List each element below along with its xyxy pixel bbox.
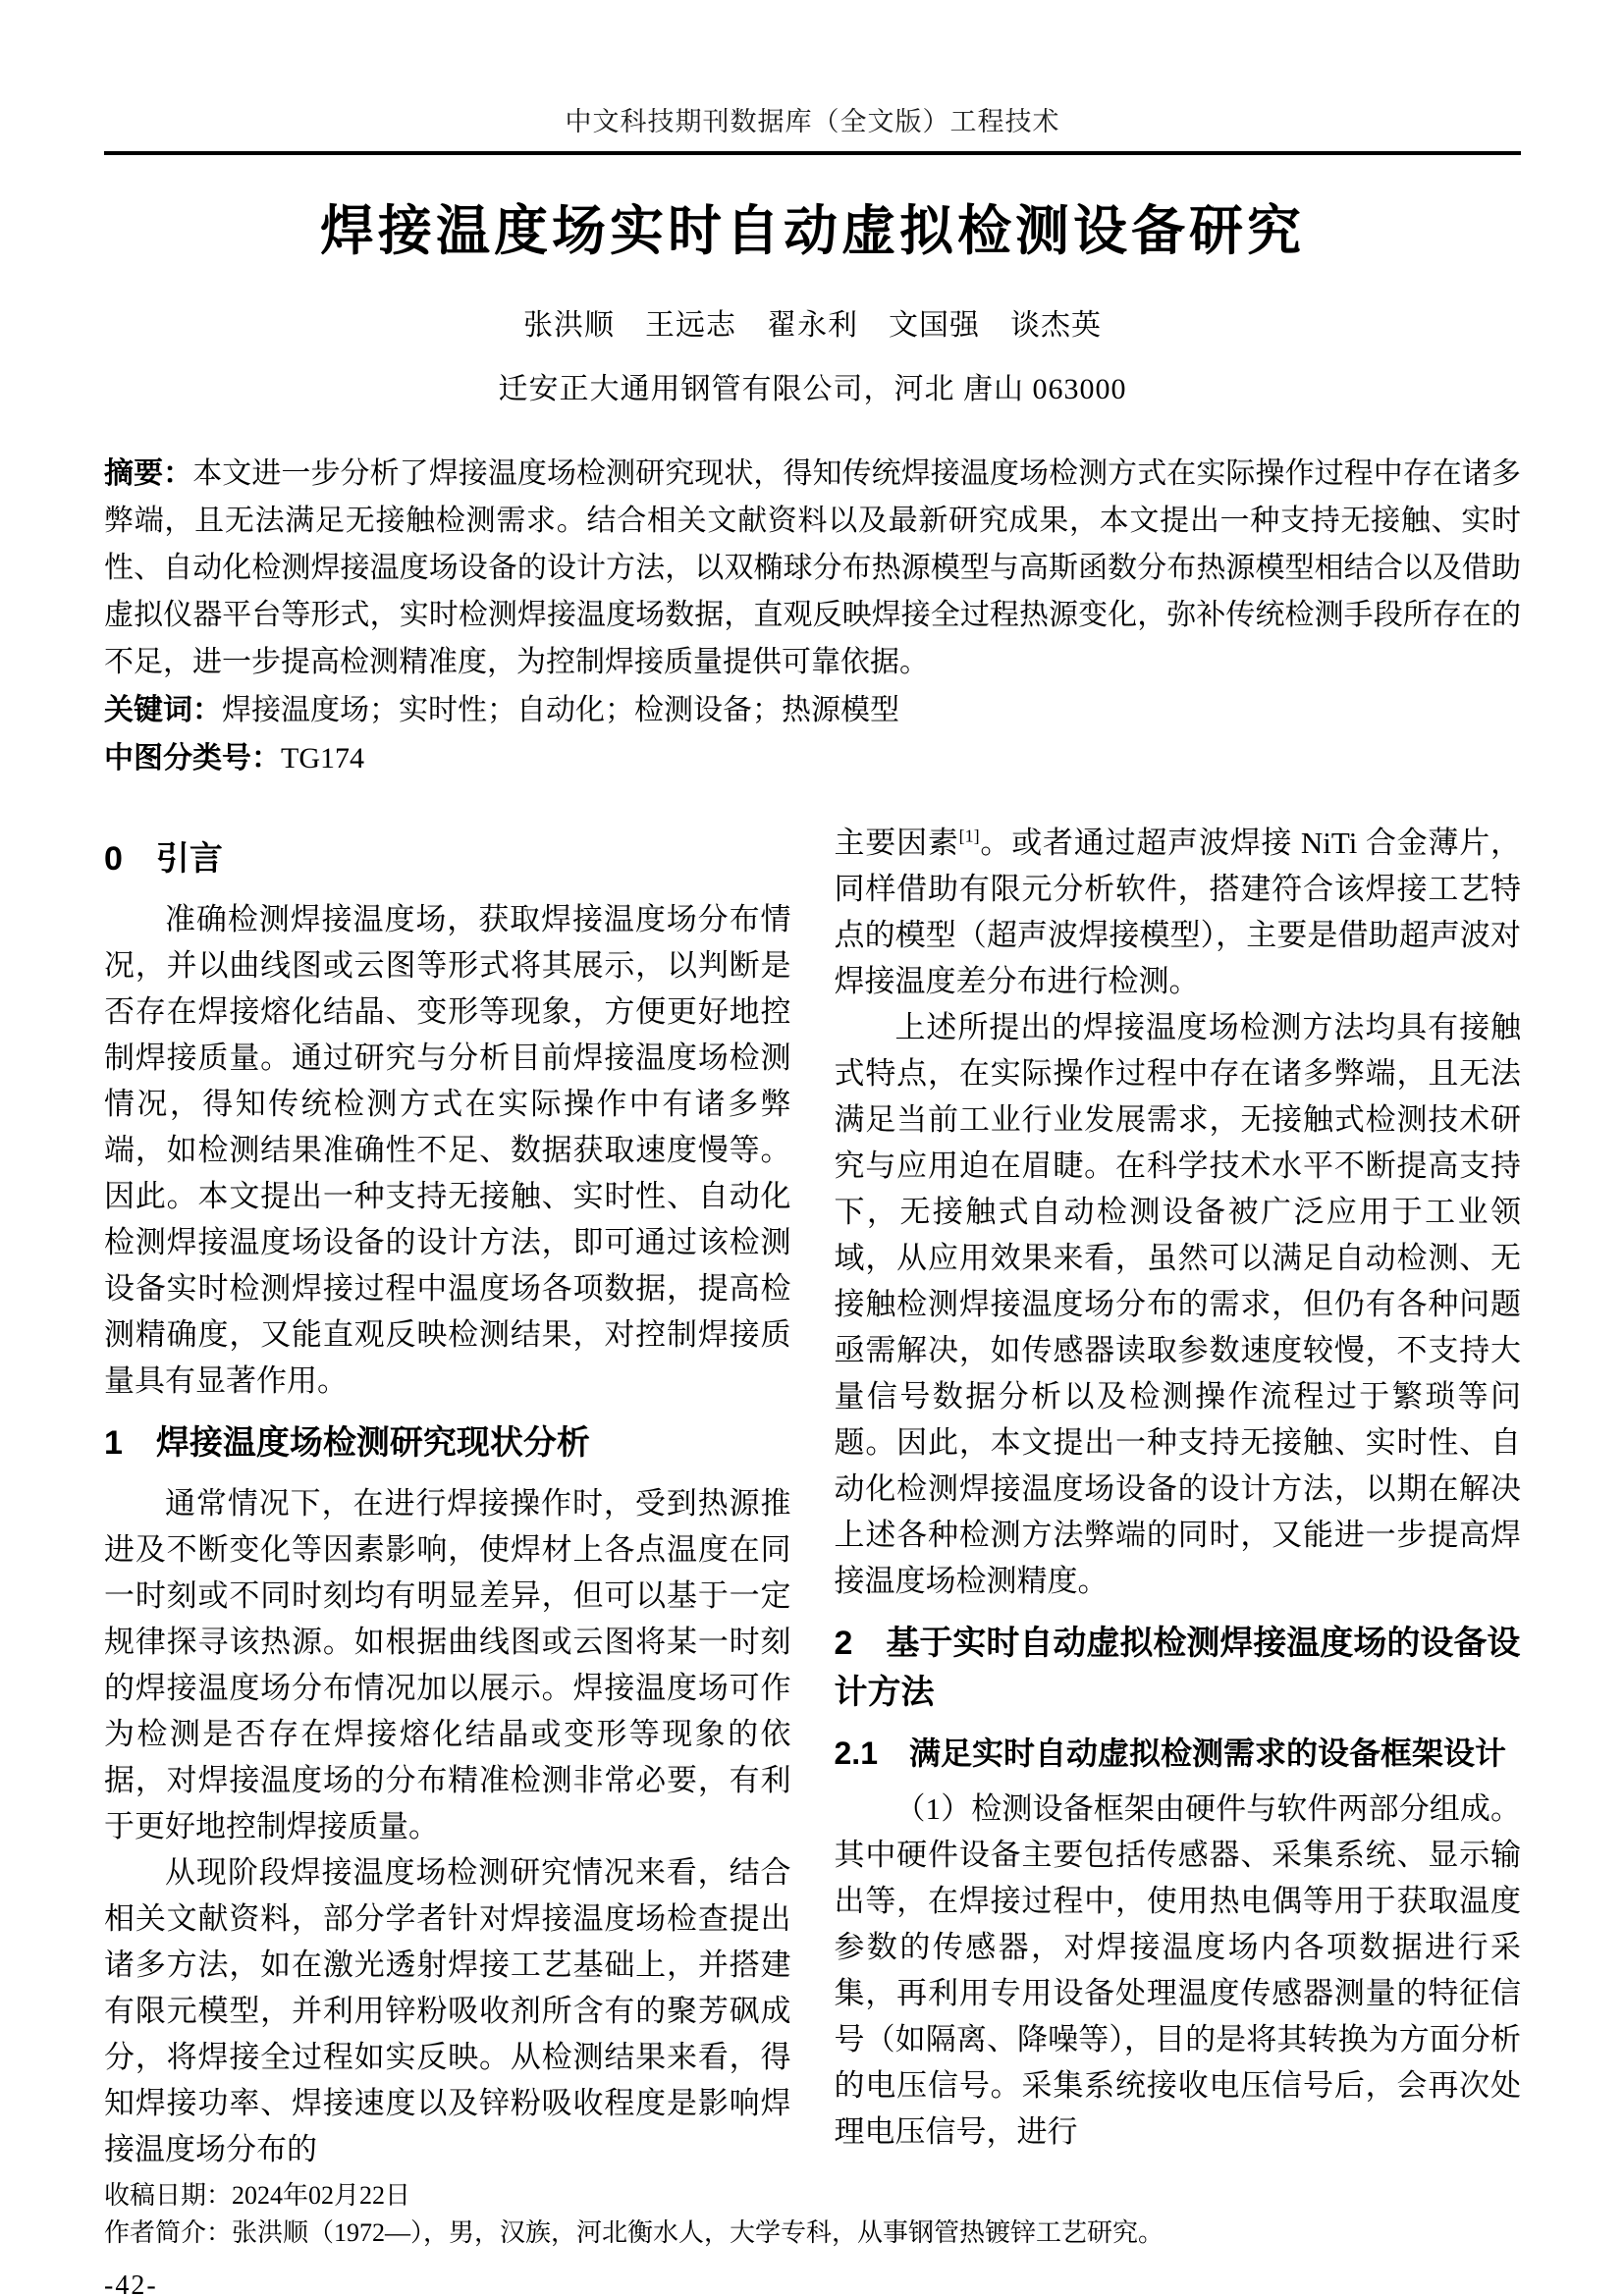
page-number: -42-	[104, 2270, 158, 2296]
received-date-value: 2024年02月22日	[232, 2181, 411, 2210]
author-bio-label: 作者简介：	[104, 2218, 233, 2247]
keywords-line	[104, 687, 1521, 734]
section-heading-1: 1 焊接温度场检测研究现状分析	[104, 1424, 590, 1462]
author-bio-line	[104, 2215, 1521, 2252]
abstract-paragraph	[104, 451, 1521, 686]
received-date-label: 收稿日期：	[104, 2181, 233, 2210]
abstract-label: 摘要：	[104, 457, 193, 490]
abstract-block	[104, 451, 1521, 782]
section-heading-2: 2 基于实时自动虚拟检测焊接温度场的设备设计方法	[834, 1625, 1521, 1711]
citation-ref-1: [1]	[958, 826, 980, 846]
left-column	[104, 820, 791, 2172]
journal-header	[104, 100, 1521, 138]
author-bio-text: 张洪顺（1972—），男，汉族，河北衡水人，大学专科，从事钢管热镀锌工艺研究。	[232, 2218, 1164, 2247]
article-title: 焊接温度场实时自动虚拟检测设备研究	[319, 200, 1305, 261]
clc-value: TG174	[281, 742, 364, 774]
paragraph-continuation	[835, 820, 1522, 1004]
clc-label: 中图分类号：	[104, 742, 281, 774]
received-date-line	[104, 2177, 1521, 2215]
abstract-text: 本文进一步分析了焊接温度场检测研究现状，得知传统焊接温度场检测方式在实际操作过程中存在诸多弊端，且无法满足无接触检测需求。结合相关文献资料以及最新研究成果，本文提出一种支持无接触、实时性、自动化检测焊接温度场设备的设计方法，以双椭球分布热源模型与高斯函数分布热源模型相结合以及借助虚拟仪器平台等形式，实时检测焊接温度场数据，直观反映焊接全过程热源变化，弥补传统检测手段所存在的不足，进一步提高检测精准度，为控制焊接质量提供可靠依据。	[104, 457, 1522, 678]
paragraph-intro: 准确检测焊接温度场，获取焊接温度场分布情况，并以曲线图或云图等形式将其展示，以判断是否存在焊接熔化结晶、变形等现象，方便更好地控制焊接质量。通过研究与分析目前焊接温度场检测情况，得知传统检测方式在实际操作中有诸多弊端，如检测结果准确性不足、数据获取速度慢等。因此。本文提出一种支持无接触、实时性、自动化检测焊接温度场设备的设计方法，即可通过该检测设备实时检测焊接过程中温度场各项数据，提高检测精确度，又能直观反映检测结果，对控制焊接质量具有显著作用。	[104, 902, 791, 1398]
section-heading-2-1: 2.1 满足实时自动虚拟检测需求的设备框架设计	[834, 1735, 1506, 1771]
keywords-text: 焊接温度场；实时性；自动化；检测设备；热源模型	[222, 694, 899, 726]
affiliation-line: 迁安正大通用钢管有限公司，河北 唐山 063000	[498, 373, 1127, 405]
keywords-label: 关键词：	[104, 694, 222, 726]
two-column-body	[104, 820, 1521, 2172]
paragraph-section1-b: 从现阶段焊接温度场检测研究情况来看，结合相关文献资料，部分学者针对焊接温度场检查提出诸多方法，如在激光透射焊接工艺基础上，并搭建有限元模型，并利用锌粉吸收剂所含有的聚芳砜成分，将焊接全过程如实反映。从检测结果来看，得知焊接功率、焊接速度以及锌粉吸收程度是影响焊接温度场分布的	[104, 1855, 791, 2166]
authors-line: 张洪顺 王远志 翟永利 文国强 谈杰英	[523, 309, 1102, 342]
continuation-text-pre: 主要因素	[834, 826, 959, 860]
paragraph-section1-c: 上述所提出的焊接温度场检测方法均具有接触式特点，在实际操作过程中存在诸多弊端，且无法满足当前工业行业发展需求，无接触式检测技术研究与应用迫在眉睫。在科学技术水平不断提高支持下，无接触式自动检测设备被广泛应用于工业领域，从应用效果来看，虽然可以满足自动检测、无接触检测焊接温度场分布的需求，但仍有各种问题亟需解决，如传感器读取参数速度较慢，不支持大量信号数据分析以及检测操作流程过于繁琐等问题。因此，本文提出一种支持无接触、实时性、自动化检测焊接温度场设备的设计方法，以期在解决上述各种检测方法弊端的同时，又能进一步提高焊接温度场检测精度。	[834, 1010, 1521, 1598]
clc-line	[104, 735, 1521, 782]
footnote-block	[104, 2177, 1521, 2296]
continuation-text-post: 。或者通过超声波焊接 NiTi 合金薄片，同样借助有限元分析软件，搭建符合该焊接工艺特点的模型（超声波焊接模型），主要是借助超声波对焊接温度差分布进行检测。	[834, 826, 1522, 998]
paragraph-section2-a: （1）检测设备框架由硬件与软件两部分组成。其中硬件设备主要包括传感器、采集系统、显示输出等，在焊接过程中，使用热电偶等用于获取温度参数的传感器，对焊接温度场内各项数据进行采集，再利用专用设备处理温度传感器测量的特征信号（如隔离、降噪等），目的是将其转换为方面分析的电压信号。采集系统接收电压信号后，会再次处理电压信号，进行	[834, 1791, 1521, 2149]
header-rule	[104, 151, 1521, 155]
section-heading-intro: 0 引言	[104, 840, 223, 878]
right-column	[835, 820, 1522, 2172]
paragraph-section1-a: 通常情况下，在进行焊接操作时，受到热源推进及不断变化等因素影响，使焊材上各点温度在同一时刻或不同时刻均有明显差异，但可以基于一定规律探寻该热源。如根据曲线图或云图将某一时刻的焊接温度场分布情况加以展示。焊接温度场可作为检测是否存在焊接熔化结晶或变形等现象的依据，对焊接温度场的分布精准检测非常必要，有利于更好地控制焊接质量。	[104, 1486, 791, 1843]
journal-name: 中文科技期刊数据库（全文版）工程技术	[565, 107, 1060, 136]
